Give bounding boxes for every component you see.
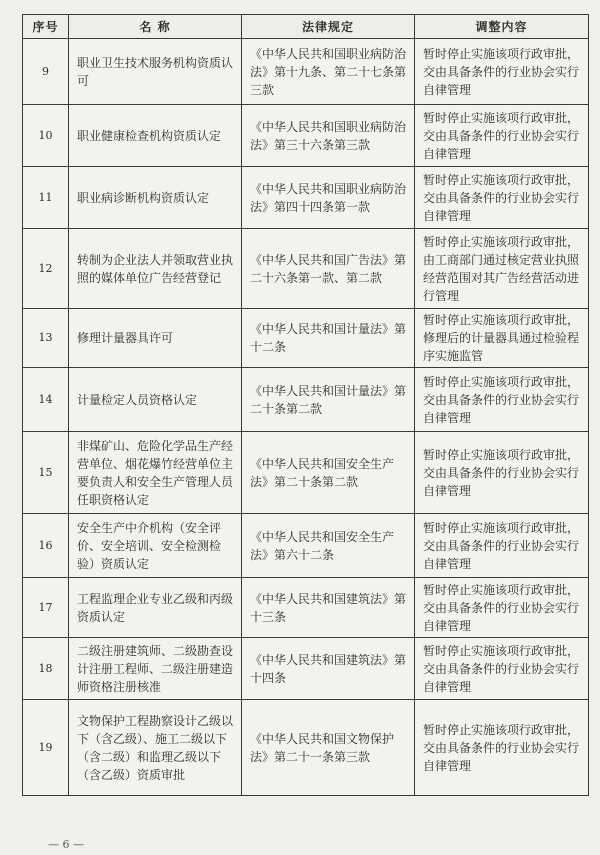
row-adjustment: 暂时停止实施该项行政审批，交由具备条件的行业协会实行自律管理 xyxy=(415,700,589,796)
table-header-row xyxy=(23,15,589,39)
row-adjustment: 暂时停止实施该项行政审批，交由具备条件的行业协会实行自律管理 xyxy=(415,432,589,514)
row-serial-no: 10 xyxy=(23,105,69,167)
row-item-name: 计量检定人员资格认定 xyxy=(69,368,242,432)
row-legal-provision: 《中华人民共和国文物保护法》第二十一条第三款 xyxy=(242,700,415,796)
row-legal-provision: 《中华人民共和国计量法》第二十条第二款 xyxy=(242,368,415,432)
row-legal-provision: 《中华人民共和国建筑法》第十三条 xyxy=(242,578,415,638)
row-legal-provision: 《中华人民共和国职业病防治法》第四十四条第一款 xyxy=(242,167,415,229)
table-row xyxy=(23,229,589,309)
row-serial-no: 16 xyxy=(23,514,69,578)
row-item-name: 安全生产中介机构（安全评价、安全培训、安全检测检验）资质认定 xyxy=(69,514,242,578)
row-item-name: 非煤矿山、危险化学品生产经营单位、烟花爆竹经营单位主要负责人和安全生产管理人员任职资格认定 xyxy=(69,432,242,514)
row-serial-no: 11 xyxy=(23,167,69,229)
row-legal-provision: 《中华人民共和国职业病防治法》第十九条、第二十七条第三款 xyxy=(242,39,415,105)
row-legal-provision: 《中华人民共和国广告法》第二十六条第一款、第二款 xyxy=(242,229,415,309)
row-item-name: 二级注册建筑师、二级勘查设计注册工程师、二级注册建造师资格注册核准 xyxy=(69,638,242,700)
row-adjustment: 暂时停止实施该项行政审批，交由具备条件的行业协会实行自律管理 xyxy=(415,368,589,432)
row-item-name: 职业卫生技术服务机构资质认可 xyxy=(69,39,242,105)
row-serial-no: 14 xyxy=(23,368,69,432)
document-page xyxy=(22,14,588,796)
table-row xyxy=(23,309,589,368)
row-item-name: 职业病诊断机构资质认定 xyxy=(69,167,242,229)
row-adjustment: 暂时停止实施该项行政审批，修理后的计量器具通过检验程序实施监管 xyxy=(415,309,589,368)
row-adjustment: 暂时停止实施该项行政审批，交由具备条件的行业协会实行自律管理 xyxy=(415,638,589,700)
table-row xyxy=(23,638,589,700)
header-name: 名 称 xyxy=(69,15,242,39)
page-number: — 6 — xyxy=(48,838,84,851)
table-body xyxy=(23,39,589,796)
row-adjustment: 暂时停止实施该项行政审批，交由具备条件的行业协会实行自律管理 xyxy=(415,105,589,167)
table-row xyxy=(23,39,589,105)
table-row xyxy=(23,105,589,167)
table-row xyxy=(23,578,589,638)
table-row xyxy=(23,368,589,432)
table-row xyxy=(23,432,589,514)
table-row xyxy=(23,514,589,578)
row-adjustment: 暂时停止实施该项行政审批，交由具备条件的行业协会实行自律管理 xyxy=(415,578,589,638)
header-legal-provision: 法律规定 xyxy=(242,15,415,39)
row-item-name: 修理计量器具许可 xyxy=(69,309,242,368)
header-serial-no: 序号 xyxy=(23,15,69,39)
row-serial-no: 18 xyxy=(23,638,69,700)
row-legal-provision: 《中华人民共和国计量法》第十二条 xyxy=(242,309,415,368)
row-item-name: 职业健康检查机构资质认定 xyxy=(69,105,242,167)
row-serial-no: 12 xyxy=(23,229,69,309)
header-adjustment: 调整内容 xyxy=(415,15,589,39)
row-adjustment: 暂时停止实施该项行政审批，交由具备条件的行业协会实行自律管理 xyxy=(415,514,589,578)
row-legal-provision: 《中华人民共和国建筑法》第十四条 xyxy=(242,638,415,700)
row-legal-provision: 《中华人民共和国安全生产法》第二十条第二款 xyxy=(242,432,415,514)
row-serial-no: 9 xyxy=(23,39,69,105)
approval-adjustment-table xyxy=(22,14,589,796)
row-adjustment: 暂时停止实施该项行政审批，交由具备条件的行业协会实行自律管理 xyxy=(415,167,589,229)
table-row xyxy=(23,700,589,796)
row-legal-provision: 《中华人民共和国安全生产法》第六十二条 xyxy=(242,514,415,578)
row-serial-no: 17 xyxy=(23,578,69,638)
row-serial-no: 13 xyxy=(23,309,69,368)
row-item-name: 工程监理企业专业乙级和丙级资质认定 xyxy=(69,578,242,638)
row-adjustment: 暂时停止实施该项行政审批，交由具备条件的行业协会实行自律管理 xyxy=(415,39,589,105)
row-serial-no: 15 xyxy=(23,432,69,514)
row-adjustment: 暂时停止实施该项行政审批，由工商部门通过核定营业执照经营范围对其广告经营活动进行管理 xyxy=(415,229,589,309)
table-row xyxy=(23,167,589,229)
row-item-name: 转制为企业法人并领取营业执照的媒体单位广告经营登记 xyxy=(69,229,242,309)
row-legal-provision: 《中华人民共和国职业病防治法》第三十六条第三款 xyxy=(242,105,415,167)
row-serial-no: 19 xyxy=(23,700,69,796)
row-item-name: 文物保护工程勘察设计乙级以下（含乙级）、施工二级以下（含二级）和监理乙级以下（含乙级）资质审批 xyxy=(69,700,242,796)
